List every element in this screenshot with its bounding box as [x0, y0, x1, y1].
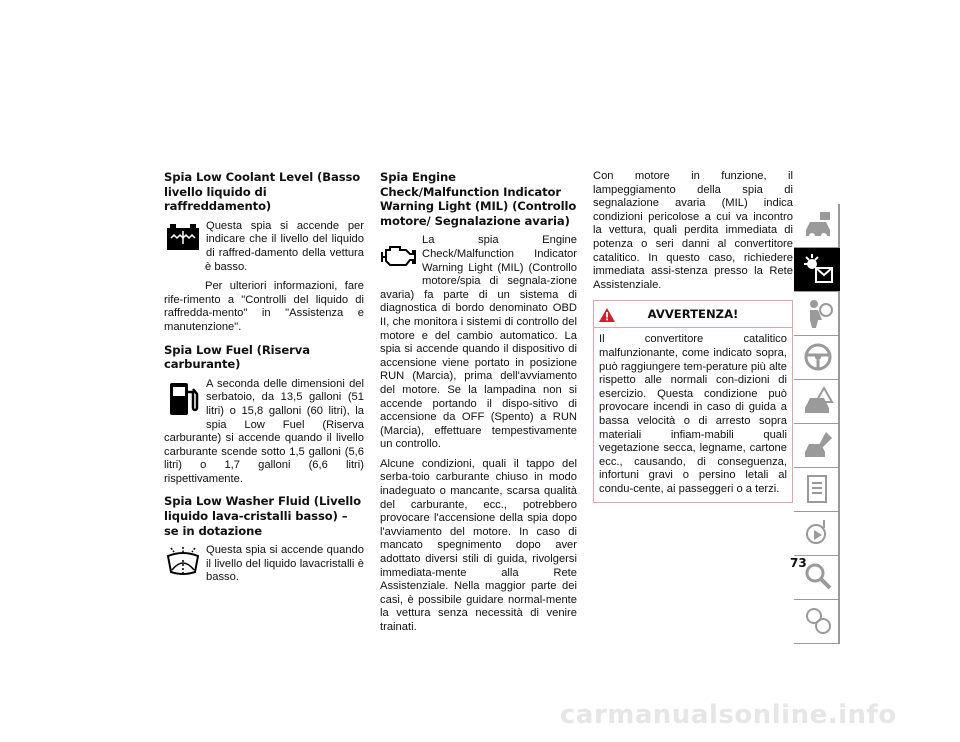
washer-fluid-icon: [164, 546, 202, 578]
car-service-icon: [802, 428, 834, 462]
mil-heading: Spia Engine Check/Malfunction Indicator Warning Light (MIL) (Controllo motore/ Segnalazione avaria): [380, 170, 577, 228]
specifications-icon: [802, 472, 834, 506]
warning-box: [593, 300, 793, 503]
tab-specifications[interactable]: [794, 468, 840, 512]
emergency-car-icon: [802, 384, 834, 418]
car-info-icon: [802, 208, 834, 242]
column-1: [164, 170, 364, 591]
fuel-text: A seconda delle dimensioni del serbatoio, da 13,5 galloni (51 litri) o 15,8 galloni (60 litri), la spia Low Fuel (Riserva carburante) si accende quando il livello carburante scende sotto 1,5 galloni (5,6 litri) o 1,7 galloni (6,6 litri) rispettivamente.: [164, 377, 364, 485]
warning-text: Il convertitore catalitico malfunzionante, come indicato sopra, può raggiungere tem-perature più alte rispetto alle normali con-dizioni di esercizio. Questa condizione può provocare incendi in caso di guida a bassa velocità o di arresto sopra materiali infiam-mabili quali vegetazione secca, legname, cartone ecc., causando, di conseguenza, infortuni gravi o persino letali al condu-cente, ai passeggeri o a terzi.: [599, 333, 787, 495]
washer-heading: Spia Low Washer Fluid (Livello liquido lava-cristalli basso) – se in dotazione: [164, 494, 362, 538]
coolant-text-2: Per ulteriori informazioni, fare rife-rimento a "Controlli del liquido di raffredda-mento" in "Assistenza e manutenzione".: [164, 280, 364, 333]
coolant-icon: [164, 222, 202, 254]
mil-text-1: La spia Engine Check/Malfunction Indicator Warning Light (MIL) (Controllo motore/spia di segnala-zione avaria) fa parte di un sistema di diagnostica di bordo denominato OBD II, che monitora i sistemi di controllo del motore e del cambio automatico. La spia si accende quando il dispositivo di accensione viene portato in posizione RUN (Marcia), prima dell'avviamento del motore. Se la lampadina non si accende portando il dispo-sitivo di accensione da OFF (Spento) a RUN (Marcia), effettuare tempestivamente un controllo.: [380, 234, 577, 451]
engine-check-icon: [380, 240, 418, 278]
tab-service[interactable]: [794, 424, 840, 468]
steering-wheel-icon: [802, 340, 834, 374]
tab-dashboard-lights[interactable]: [794, 248, 840, 292]
coolant-heading: Spia Low Coolant Level (Basso livello liquido di raffreddamento): [164, 170, 361, 214]
tab-emergency[interactable]: [794, 380, 840, 424]
fuel-heading: Spia Low Fuel (Riserva carburante): [164, 342, 310, 372]
languages-icon: [802, 604, 834, 638]
warning-triangle-icon: [599, 305, 615, 331]
tab-safety[interactable]: [794, 292, 840, 336]
safety-airbag-icon: [802, 296, 834, 330]
tab-starting[interactable]: [794, 336, 840, 380]
tab-multimedia[interactable]: [794, 512, 840, 556]
multimedia-icon: [802, 516, 834, 550]
tab-languages[interactable]: [794, 600, 840, 644]
washer-text: Questa spia si accende quando il livello del liquido lavacristalli è basso.: [206, 544, 364, 584]
mil-text-2: Alcune condizioni, quali il tappo del serba-toio carburante chiuso in modo inadeguato o mancante, scarsa qualità del carburante, ecc., potrebbero provocare l'accensione della spia dopo l'avviamento del motore. In caso di mancato spegnimento dopo aver adottato diversi stili di guida, rivolgersi immediata-mente alla Rete Assistenziale. Nella maggior parte dei casi, è possibile guidare normal-mente la vettura senza necessità di venire trainati.: [380, 457, 577, 633]
mil-flashing-text: Con motore in funzione, il lampeggiamento della spia di segnalazione avaria (MIL) indica condizioni pericolose a cui va incontro la vettura, quali perdita immediata di potenza o seri danni al convertitore catalitico. In questo caso, richiedere immediata assi-stenza presso la Rete Assistenziale.: [593, 170, 793, 291]
warning-header: [594, 301, 792, 328]
warning-title: AVVERTENZA!: [647, 307, 739, 322]
dashboard-light-icon: [802, 252, 834, 286]
page-number: 73: [790, 556, 807, 570]
column-2: [380, 170, 577, 641]
coolant-text-1: Questa spia si accende per indicare che il livello del liquido di raffred-damento della vettura è basso.: [205, 219, 364, 273]
search-icon: [802, 560, 834, 594]
fuel-pump-icon: [164, 380, 202, 420]
tab-car-info[interactable]: [794, 204, 840, 248]
chapter-tabs: [794, 204, 842, 644]
watermark: carmanualsonline.info: [560, 700, 897, 730]
column-3: [593, 170, 793, 503]
